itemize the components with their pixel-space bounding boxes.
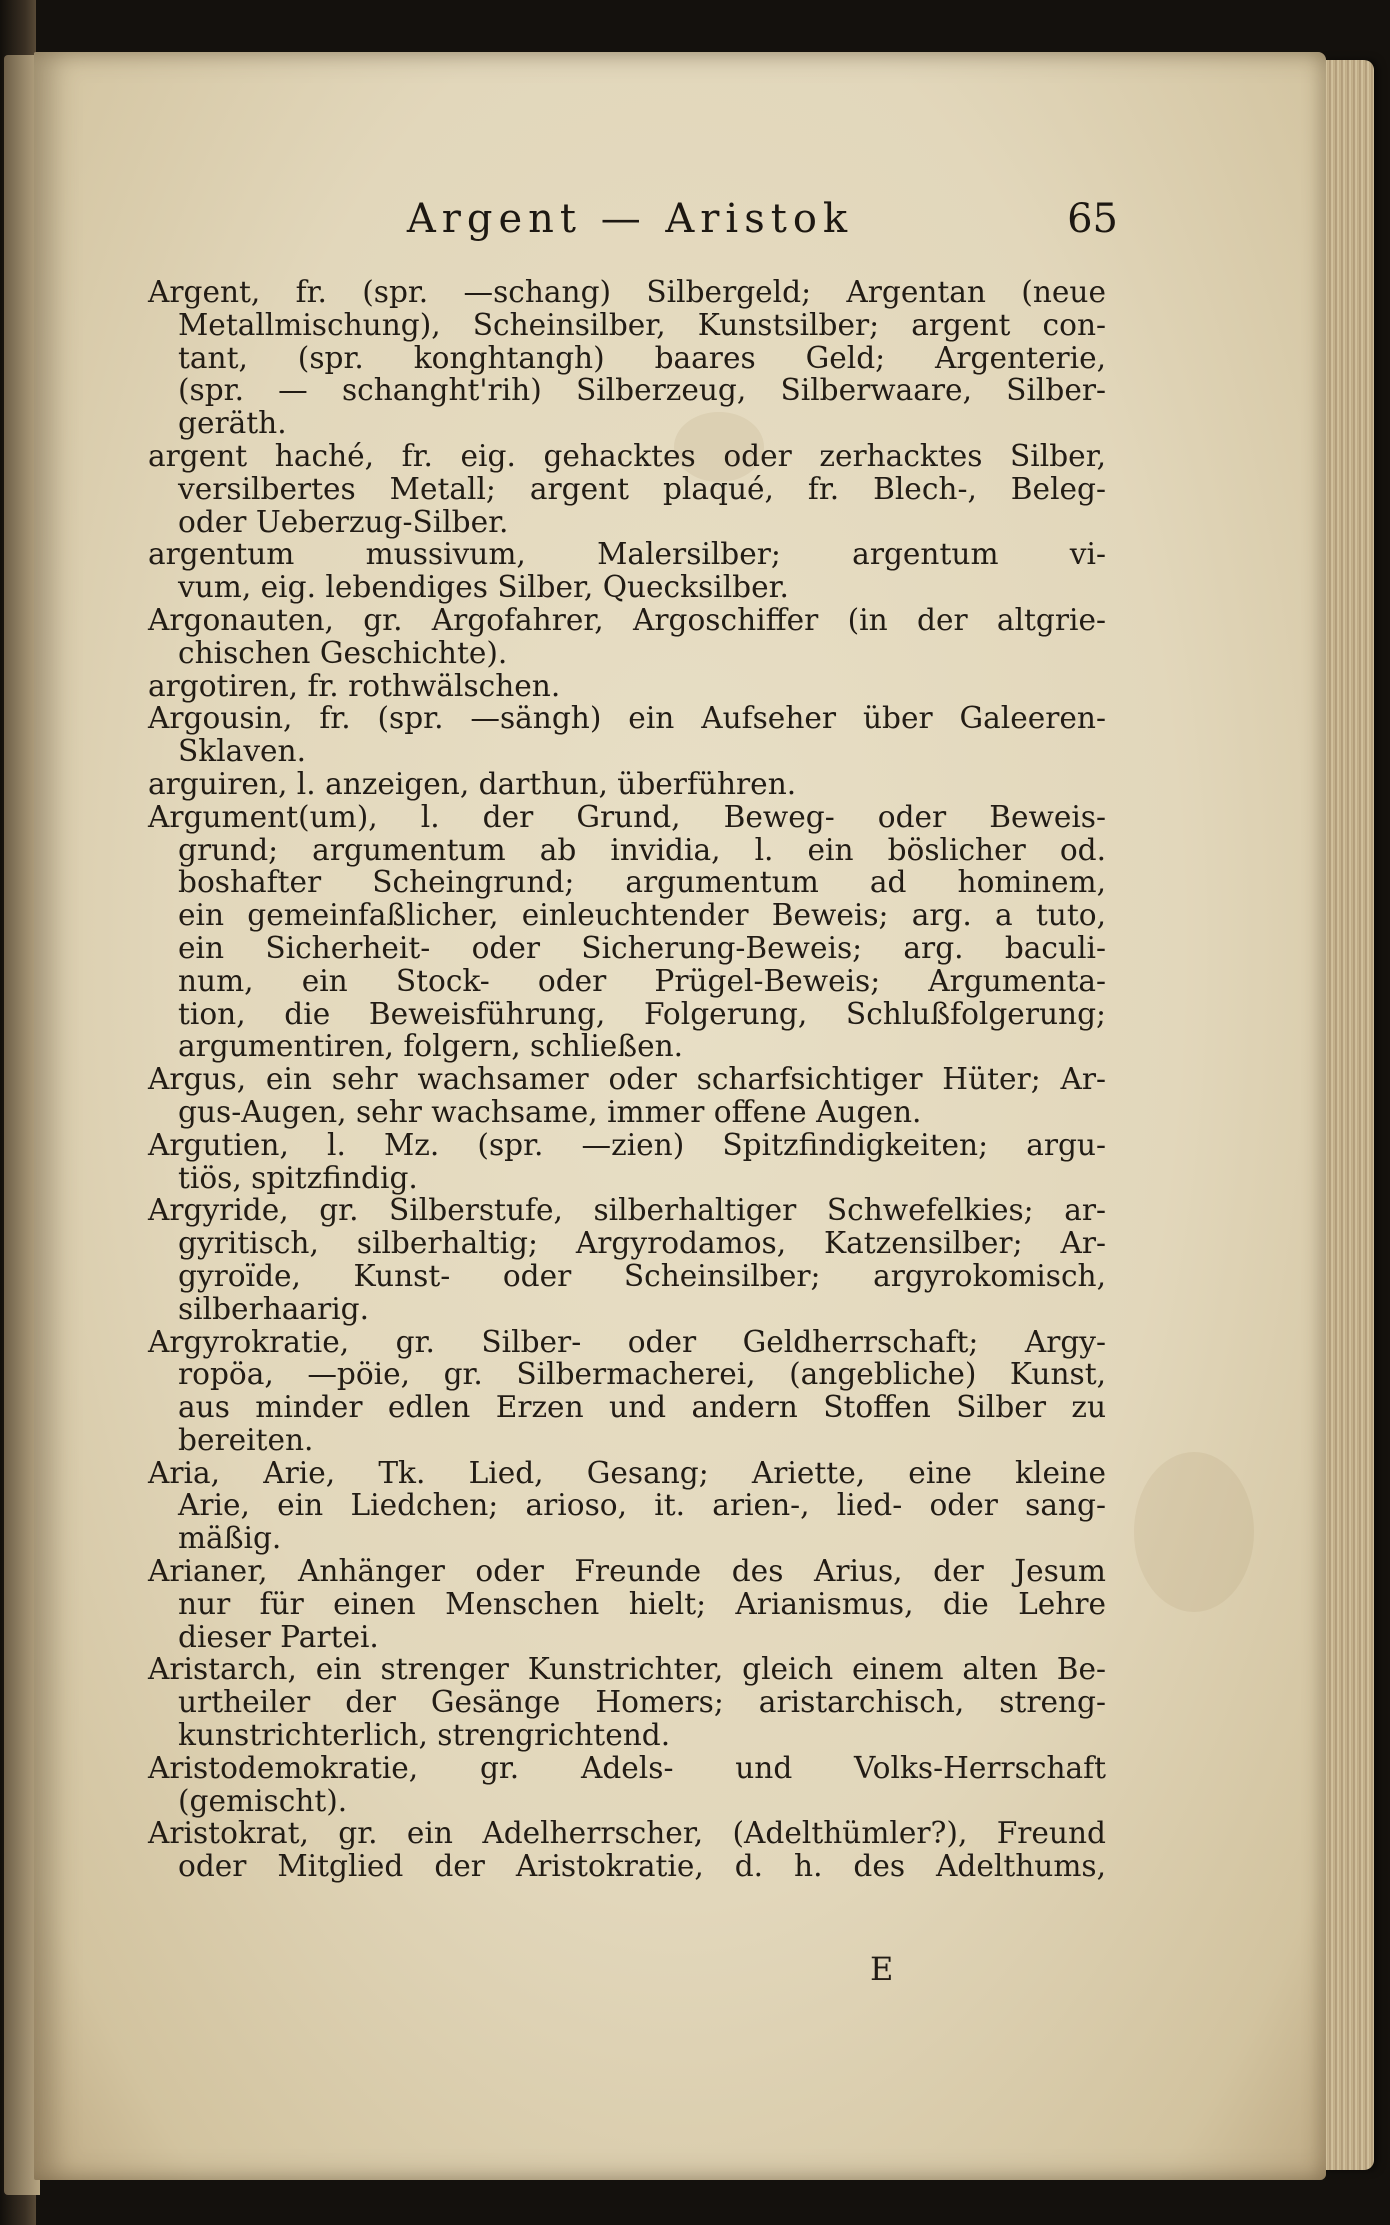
- entry-headword-line: Argyrokratie, gr. Silber- oder Geldherrschaft; Argy-: [148, 1324, 1106, 1359]
- entry-headword-line: argent haché, fr. eig. gehacktes oder zerhacktes Silber,: [148, 438, 1106, 473]
- entry-headword-line: Aristokrat, gr. ein Adelherrscher, (Adelthümler?), Freund: [148, 1816, 1106, 1851]
- entry-continuation-line: tion, die Beweisführung, Folgerung, Schlußfolgerung;: [178, 996, 1106, 1031]
- entry-headword-line: Argousin, fr. (spr. —sängh) ein Aufseher über Galeeren-: [148, 701, 1106, 736]
- entry-continuation-line: vum, eig. lebendiges Silber, Quecksilber.: [178, 570, 789, 605]
- entry-headword-line: Aristarch, ein strenger Kunstrichter, gleich einem alten Be-: [148, 1652, 1106, 1687]
- entry-continuation-line: chischen Geschichte).: [178, 635, 508, 670]
- entry-continuation-line: silberhaarig.: [178, 1291, 370, 1326]
- entry-continuation-line: geräth.: [178, 406, 287, 441]
- entry-continuation-line: ein gemeinfaßlicher, einleuchtender Beweis; arg. a tuto,: [178, 898, 1106, 933]
- entry-headword-line: argentum mussivum, Malersilber; argentum vi-: [148, 537, 1106, 572]
- signature-mark: E: [870, 1950, 894, 1988]
- entry-headword-line: Arianer, Anhänger oder Freunde des Arius, der Jesum: [148, 1554, 1106, 1589]
- entry-continuation-line: num, ein Stock- oder Prügel-Beweis; Argumenta-: [178, 963, 1106, 998]
- entry-headword-line: Aria, Arie, Tk. Lied, Gesang; Ariette, eine kleine: [148, 1455, 1106, 1490]
- entry-continuation-line: gyritisch, silberhaltig; Argyrodamos, Katzensilber; Ar-: [178, 1226, 1106, 1261]
- page-number: 65: [1067, 196, 1118, 242]
- entry-headword-line: Argent, fr. (spr. —schang) Silbergeld; Argentan (neue: [148, 275, 1106, 309]
- entry-continuation-line: ropöa, —pöie, gr. Silbermacherei, (angebliche) Kunst,: [178, 1357, 1106, 1392]
- entry-continuation-line: boshafter Scheingrund; argumentum ad hominem,: [178, 865, 1106, 900]
- entry-headword-line: Argument(um), l. der Grund, Beweg- oder Beweis-: [148, 799, 1106, 834]
- entry-continuation-line: tiös, spitzfindig.: [178, 1160, 418, 1195]
- entry-continuation-line: bereiten.: [178, 1422, 314, 1457]
- page-edges: [1322, 60, 1374, 2170]
- entry-continuation-line: Metallmischung), Scheinsilber, Kunstsilber; argent con-: [178, 307, 1106, 342]
- entry-continuation-line: oder Mitglied der Aristokratie, d. h. des Adelthums,: [178, 1849, 1106, 1884]
- entry-continuation-line: oder Ueberzug-Silber.: [178, 504, 509, 539]
- entry-headword-line: arguiren, l. anzeigen, darthun, überführen.: [148, 766, 797, 801]
- page-header: [150, 196, 1118, 256]
- entry-continuation-line: urtheiler der Gesänge Homers; aristarchisch, streng-: [178, 1685, 1106, 1720]
- entry-continuation-line: (spr. — schanght'rih) Silberzeug, Silberwaare, Silber-: [178, 373, 1106, 408]
- entry-continuation-line: Sklaven.: [178, 734, 307, 769]
- entry-headword-line: Argutien, l. Mz. (spr. —zien) Spitzfindigkeiten; argu-: [148, 1127, 1106, 1162]
- entry-headword-line: Argus, ein sehr wachsamer oder scharfsichtiger Hüter; Ar-: [148, 1062, 1106, 1097]
- entry-headword-line: Aristodemokratie, gr. Adels- und Volks-Herrschaft: [148, 1750, 1106, 1785]
- entry-continuation-line: dieser Partei.: [178, 1619, 379, 1654]
- entry-continuation-line: (gemischt).: [178, 1783, 348, 1818]
- entry-continuation-line: gus-Augen, sehr wachsame, immer offene Augen.: [178, 1094, 922, 1129]
- entry-continuation-line: gyroïde, Kunst- oder Scheinsilber; argyrokomisch,: [178, 1258, 1106, 1293]
- entry-continuation-line: nur für einen Menschen hielt; Arianismus, die Lehre: [178, 1586, 1106, 1621]
- entry-headword-line: argotiren, fr. rothwälschen.: [148, 668, 561, 703]
- entry-continuation-line: tant, (spr. konghtangh) baares Geld; Argenterie,: [178, 340, 1106, 375]
- dictionary-entries: [148, 276, 1106, 1883]
- entry-continuation-line: grund; argumentum ab invidia, l. ein böslicher od.: [178, 832, 1106, 867]
- paper-stain: [1134, 1452, 1254, 1612]
- entry-continuation-line: Arie, ein Liedchen; arioso, it. arien-, lied- oder sang-: [178, 1488, 1106, 1523]
- running-head: Argent — Aristok: [406, 196, 854, 242]
- entry-continuation-line: mäßig.: [178, 1521, 282, 1556]
- entry-continuation-line: ein Sicherheit- oder Sicherung-Beweis; arg. baculi-: [178, 930, 1106, 965]
- entry-headword-line: Argonauten, gr. Argofahrer, Argoschiffer (in der altgrie-: [148, 602, 1106, 637]
- entry-continuation-line: versilbertes Metall; argent plaqué, fr. Blech-, Beleg-: [178, 471, 1106, 506]
- entry-continuation-line: kunstrichterlich, strengrichtend.: [178, 1718, 671, 1753]
- entry-headword-line: Argyride, gr. Silberstufe, silberhaltiger Schwefelkies; ar-: [148, 1193, 1106, 1228]
- entry-continuation-line: aus minder edlen Erzen und andern Stoffen Silber zu: [178, 1390, 1106, 1425]
- entry-continuation-line: argumentiren, folgern, schließen.: [178, 1029, 684, 1064]
